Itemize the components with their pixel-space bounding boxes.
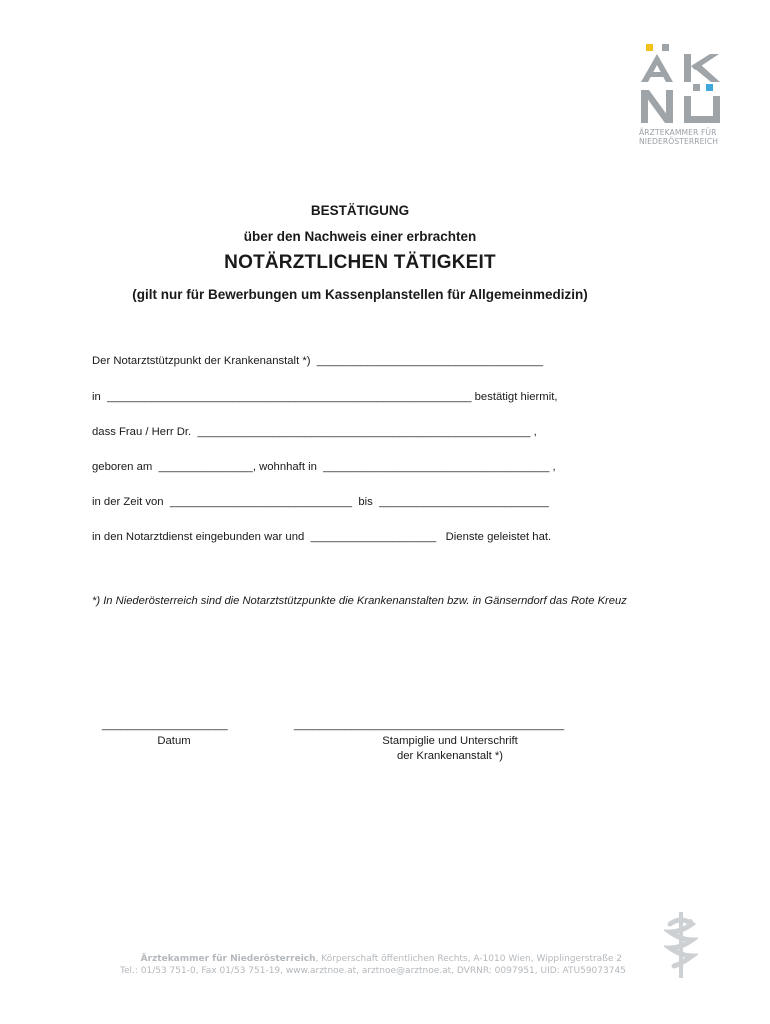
label-dienste-geleistet: Dienste geleistet hat. xyxy=(445,531,552,543)
logo-caption-line2: NIEDERÖSTERREICH xyxy=(639,137,719,146)
stamp-label-line1: Stampiglie und Unterschrift xyxy=(382,735,518,747)
form-row-name xyxy=(92,426,632,438)
logo-letter-a-bar xyxy=(650,72,664,77)
field-name[interactable]: _____________________________________________________ xyxy=(197,426,531,438)
logo-letter-o xyxy=(684,96,720,123)
aekno-logo xyxy=(638,44,728,148)
form-row-ort xyxy=(92,391,632,403)
logo-caption-line1: ÄRZTEKAMMER FÜR xyxy=(639,128,717,137)
label-geboren: geboren am xyxy=(92,461,153,473)
stamp-label xyxy=(330,734,570,764)
label-stuetzpunkt: Der Notarztstützpunkt der Krankenanstalt *) xyxy=(92,355,311,367)
label-wohnhaft: , wohnhaft in xyxy=(252,461,317,473)
label-zeit-von: in der Zeit von xyxy=(92,496,164,508)
logo-dot-gray-2 xyxy=(693,84,700,91)
footer-address: , Körperschaft öffentlichen Rechts, A-1010 Wien, Wipplingerstraße 2 xyxy=(315,954,622,964)
logo-dot-blue xyxy=(706,84,713,91)
field-geburtsdatum[interactable]: _______________ xyxy=(158,461,253,473)
field-bis[interactable]: ___________________________ xyxy=(379,496,549,508)
label-bestaetigt: bestätigt hiermit, xyxy=(474,391,558,403)
label-frau-herr: dass Frau / Herr Dr. xyxy=(92,426,192,438)
form-row-stuetzpunkt xyxy=(92,355,632,367)
field-von[interactable]: _____________________________ xyxy=(169,496,353,508)
logo-dot-gray xyxy=(662,44,669,51)
comma: , xyxy=(533,426,537,438)
field-dienste-anzahl[interactable]: ____________________ xyxy=(310,531,437,543)
field-ort[interactable]: __________________________________________________________ xyxy=(107,391,472,403)
logo-dot-yellow xyxy=(646,44,653,51)
form-row-dienste xyxy=(92,531,632,543)
form-row-geburt xyxy=(92,461,632,473)
doc-title: BESTÄTIGUNG xyxy=(310,203,410,218)
footnote: *) In Niederösterreich sind die Notarztstützpunkte die Krankenanstalten bzw. in Gänserndorf das Rote Kreuz xyxy=(92,595,627,607)
footer-line1 xyxy=(120,954,622,964)
field-wohnort[interactable]: ____________________________________ xyxy=(323,461,550,473)
aekno-logo-mark xyxy=(638,44,728,128)
field-stuetzpunkt[interactable]: ____________________________________ xyxy=(316,355,543,367)
doc-main-title: NOTÄRZTLICHEN TÄTIGKEIT xyxy=(224,252,496,273)
footer-line2: Tel.: 01/53 751-0, Fax 01/53 751-19, www.arztnoe.at, arztnoe@arztnoe.at, DVRNR: 0097951, UID: ATU59073745 xyxy=(120,966,626,976)
date-label: Datum xyxy=(157,735,191,747)
label-eingebunden: in den Notarztdienst eingebunden war und xyxy=(92,531,305,543)
footer-org: Ärztekammer für Niederösterreich xyxy=(140,954,316,964)
form-row-zeitraum xyxy=(92,496,632,508)
label-bis: bis xyxy=(358,496,373,508)
label-in: in xyxy=(92,391,101,403)
date-signature-line[interactable]: ____________________ xyxy=(102,719,228,731)
aesculapian-staff-icon xyxy=(664,910,698,980)
logo-letter-a xyxy=(641,54,673,82)
logo-letter-k xyxy=(684,54,691,82)
stamp-signature-line[interactable]: ___________________________________________ xyxy=(294,719,565,731)
doc-scope-note: (gilt nur für Bewerbungen um Kassenplanstellen für Allgemeinmedizin) xyxy=(132,287,588,302)
comma: , xyxy=(552,461,556,473)
logo-letter-k-leg xyxy=(694,65,720,82)
doc-subtitle: über den Nachweis einer erbrachten xyxy=(243,229,477,244)
stamp-label-line2: der Krankenanstalt *) xyxy=(396,750,504,762)
logo-caption xyxy=(639,128,718,146)
